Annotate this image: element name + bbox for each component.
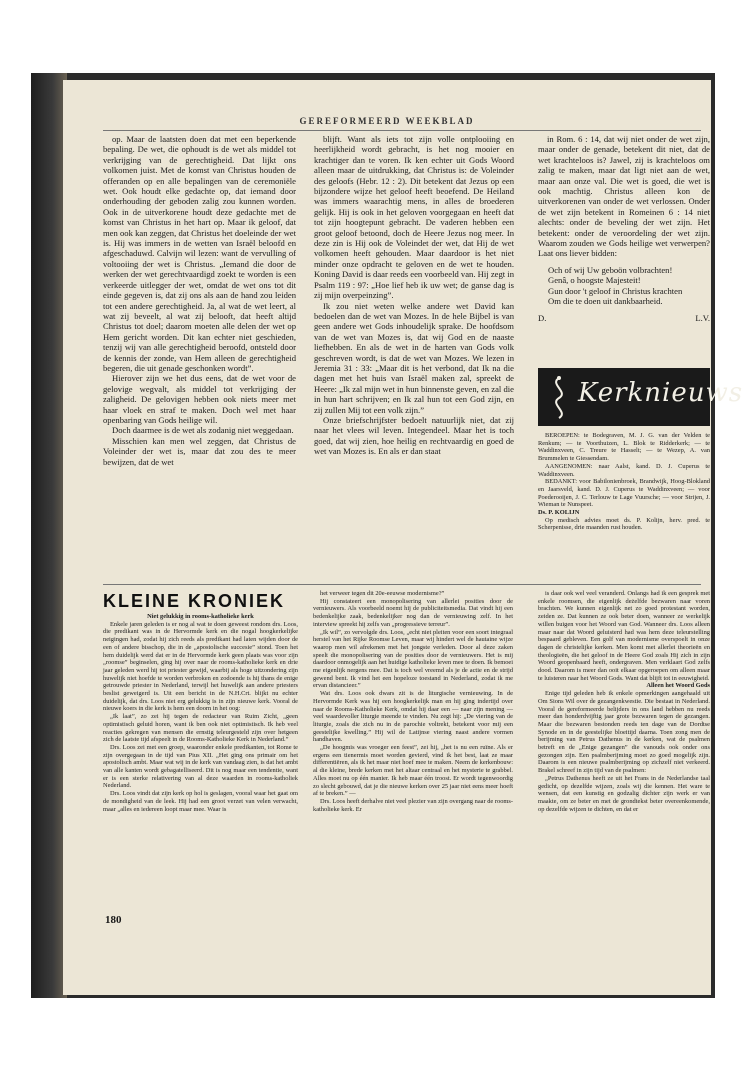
article-column-middle bbox=[314, 134, 514, 582]
news-item: BEROEPEN: te Bodegraven, M. J. G. van der Velden te Renkum; — te Voorthuizen, L. Blok te Ridderkerk; — te Waddinxveen, C. Treure te Hasselt; — te Wezep, A. van Brummelen te Giessendam. bbox=[538, 432, 710, 463]
paragraph: Drs. Loos zei met een groep, waaronder enkele predikanten, tot Rome te zijn overgegaan in de tijd van Pius XII. „Het ging ons primair om het apostolisch ambt. Maar wat wij in de kerk van vandaag zien, is dat het ambt van alle kanten wordt gebagatelliseerd. Dit is nog maar een tendentie, want er is een sterke relativering van al deze waarden in rooms-katholiek Nederland. bbox=[103, 743, 298, 790]
magazine-page bbox=[63, 80, 743, 995]
signature-left: D. bbox=[538, 312, 547, 323]
signature-right: L.V. bbox=[695, 312, 710, 323]
poem-line: Gun door 't geloof in Christus krachten bbox=[548, 285, 683, 296]
paragraph: blijft. Want als iets tot zijn volle ontplooiing en heerlijkheid wordt gebracht, is het nog mooier en krachtiger dan te voren. Ik ken echter uit Gods Woord alleen maar de uitdrukking, dat Christus is: de Voleinder des geloofs (Hebr. 12 : 2). Dit betekent dat Jezus op een bijzondere wijze het geloof heeft beoefend. De Heiland was immers waarachtig mens, in alles de broederen gelijk. Hij is ook in het geloven voorgegaan en heeft dat tot zijn hoogtepunt gebracht. De vaderen hebben een groot geloof betoond, doch de Heere Jezus nog meer. In deze zin is Hij ook de Voleindet der wet, dat Hij de wet volkomen heeft gehouden. Maar daardoor is het niet minder onze opdracht te geloven en de wet te houden. Koning David is daar reeds een voorbeeld van. Hij zegt in Psalm 119 : 97: „Hoe lief heb ik uw wet; de ganse dag is zij mijn overpeinzing”. bbox=[314, 134, 514, 301]
article-column-right bbox=[538, 134, 710, 362]
paragraph: Wat drs. Loos ook dwars zit is de liturgische vernieuwing. In de Hervormde Kerk was hij een hoogkerkelijk man en hij ging indertijd over naar de Rooms-Katholieke Kerk, omdat hij daar een — naar zijn mening — veel waardevoller liturgie meende te vinden. Nu zegt hij: „De viering van de liturgie, zoals die zich nu in de parochie voltrekt, betekent voor mij een geestelijke kwelling.” Hij wil de Latijnse viering naast andere vormen handhaven. bbox=[313, 690, 513, 744]
running-header: GEREFORMEERD WEEKBLAD bbox=[299, 116, 475, 126]
paragraph: Hierover zijn we het dus eens, dat de wet voor de gelovige wegvalt, als middel tot verkrijging der zaligheid. De gelovigen hebben ook niets meer met haar vloek en straf te maken. Doch wel met haar openbaring van Gods heilige wil. bbox=[103, 373, 296, 425]
page-binding bbox=[31, 73, 67, 998]
poem-line: Om die te doen uit dankbaarheid. bbox=[548, 296, 663, 307]
news-heading: Ds. P. KOLIJN bbox=[538, 509, 580, 517]
paragraph: in Rom. 6 : 14, dat wij niet onder de wet zijn, maar onder de genade, betekent dit niet, dat de wet krachteloos is? Jawel, zij is krachteloos om zalig te maken, maar dat ligt niet aan de wet, maar aan onze val. Die wet is goed, die wet is ook machtig. Christus alleen kon de uitverkorenen van onder de wet verlossen. Onder de wet zijn betekent in Romeinen 6 : 14 niet alechts: onder de beveling der wet zijn. Het betekent: onder de veroordeling der wet zijn. Waarom zouden we Gods heilige wet verwerpen? Laat ons liever bidden: bbox=[538, 134, 710, 259]
paragraph: Hij constateert een monopolisering van allerlei posities door de vernieuwers. Als voorbeeld noemt hij de publiciteitsmedia. Dat vindt hij een bedenkelijke zaak, bedenkelijker nog dan de vernieuwing zelf. In het interview spreekt hij zelfs van „progressieve terreur”. bbox=[313, 597, 513, 628]
paragraph: het verweer tegen dit 20e-eeuwse modernisme?” bbox=[320, 590, 445, 597]
paragraph: Misschien kan men wel zeggen, dat Christus de Voleinder der wet is, maar dat zou des te meer bewijzen, dat de wet bbox=[103, 435, 296, 467]
paragraph: is daar ook wel veel veranderd. Onlangs had ik een gesprek met enkele roomsen, die eigenlijk deżelfde bezwaren naar voren brachten. We kunnen eigenlijk net zo goed protestant worden, zeiden ze. Dat kunnen ze ook beter doen, wanneer ze werkelijk willen buigen voor het Woord van God. Wanneer drs. Loos alleen maar naar dat Woord geluisterd had was hem deze teleurstelling bespaard gebleven. Een golf van modernisme overspoelt in onze dagen de christelijke kerken. Men komt met allerlei theorieën en theologieën, die het geloof in de Heere God zoals Hij zich in zijn Woord geopenbaard heeft, ondergraven. Men verklaart God zelfs dood. Daarom is meer dan ooit elkaar opgeroepen om alleen maar te luisteren naar het Woord Gods. Want dat blijft tot in eeuwigheid. bbox=[538, 590, 710, 682]
kroniek-column-3 bbox=[538, 590, 710, 986]
paragraph: „Ik wil”, zo vervolgde drs. Loos, „echt niet pleiten voor een soort integraal herstel van het Rijke Roomse Leven, maar wij hindert wel de hautaine wijze waarop men wil afrekenen met het jongste verleden. Door al deze zaken speelt die monopolisering van de posities door de vernieuwers. Het is mij daardoor onmogelijk aan het huidige katholieke leven mee te doen. Ik bemoei me eigenlijk nergens mee. Dat is toch wel vreemd als je de actie en de strijd gewend bent. Ik vind het een hopeloze toestand in Nederland, zodat ik me ervan distancieer.” bbox=[313, 628, 513, 690]
page-number: 180 bbox=[105, 914, 122, 926]
paragraph: Onze briefschrijfster bedoelt natuurlijk niet, dat zij naar het vlees wil leven. Integendeel. Maar het is toch goed, dat wij zien, hoe heilig en rechtvaardig en goed de wet van Mozes is. En als er dan staat bbox=[314, 414, 514, 457]
signature bbox=[538, 313, 710, 323]
kroniek-column-1 bbox=[103, 613, 298, 911]
paragraph: „Petrus Dathenus heeft ze uit het Frans in de Nederlandse taal gedicht, op dezelfde wijzen, zoals wij die kennen. Het ware te wensen, dat een kunstig en godzalig dichter zijn werk er van maakte, om ze beter en met de grondtekst beter overeenkomende, op dezelfde wijzen te dichten, en dat er bbox=[538, 774, 710, 813]
poem-line: Och of wij Uw geboön volbrachten! bbox=[548, 264, 673, 275]
section-title: KLEINE KRONIEK bbox=[103, 591, 286, 611]
paragraph: op. Maar de laatsten doen dat met een beperkende bepaling. De wet, die ophoudt is de wet als middel tot verkrijging van de gerechtigheid. Dat lijkt ons volkomen juist. Met de komst van Christus houden de offeranden op en alle bepalingen van de ceremoniële wet. Ook houdt elke gedachte op, dat iemand door onderhouding der geboden zalig zou kunnen worden. Ook in de uitverkorene houdt deze gedachte met de komst van Christus in het hart op. Maar ik geloof, dat men ook kan zeggen, dat Christus het doeleinde der wet is. Hij was immers in de wetten van Israël beloofd en afgeschaduwd. Calvijn wil lezen: want de vervulling of voltooiing der wet is Christus. „Iemand die door de werken der wet gerechtvaardigd zoekt te worden is een verkeerde uitlegger der wet, omdat de wet ons tot dit einde gegeven is, dat zij ons als aan de hand zou leiden tot een andere gerechtigheid. Ja, al wat de wet leert, al wat zij beveelt, al wat zij belooft, dat heeft altijd Christus tot doel; daarom moeten alle delen der wet op Hem gericht worden. Dit kan echter niet geschieden, tenzij wij van alle gerechtigheid beroofd, ontsteld door de kennis der zonde, van Hem alleen de gerechtigheid begeren, die uit genade geschonken wordt”. bbox=[103, 134, 296, 373]
paragraph: Enkele jaren geleden is er nog al wat te doen geweest rondom drs. Loos, die predikant was in de Hervormde kerk en die nogal hoogkerkelijke neigingen had, zodat hij zich reeds als predikant had laten wijden door de een of andere bisschop, die in de „apostolische succesie” stond. Toen het hem duidelijk werd dat er in de Hervormde kerk geen plaats was voor zijn „roomse” beginselen, ging hij over naar de rooms-katholieke kerk en drie jaar geleden werd hij tot priester gewijd, waarbij als hoge uitzondering zijn huwelijk niet hoefde te worden verbroken en zodoende is hij thans de enige getrouwde priester in Nederland, terwijl het huwelijk aan andere priesters beslist geweigerd is. Uit een bericht in de N.H.Crt. blijkt nu echter duidelijk, dat drs. Loos niet erg gelukkig is in zijn nieuwe kerk. Vooral de nieuwe koers in die kerk is hem een doorn in het oog: bbox=[103, 620, 298, 713]
news-item: BEDANKT: voor Babilonienbroek, Brandwijk, Hoog-Blokland en Jaarsveld, kand. D. J. Cuperus te Waddinxveen; — voor Poederooijen, J. C. Terlouw te Lage Vuursche; — voor Strijen, J. Wieman te Nunspeet. bbox=[538, 478, 710, 509]
paragraph: „De hoogmis was vroeger een feest”, zei hij, „het is nu een ruïne. Als er ergens een tienermis moet worden gevierd, vind ik het best, laat ze maar differentiëren, als ik het maar niet hoef mee te maken. Neem de kerkenbouw: al die kleine, brede kerken met het altaar centraal en het mysterie te grabbel. Alles moet nu op één manier. Ik heb maar één troost. Er wordt tegenwoordig zo slecht gebouwd, dat je die nieuwe kerken over 25 jaar niet eens meer hoeft af te breken.” — bbox=[313, 744, 513, 798]
paragraph: Ik zou niet weten welke andere wet David kan bedoelen dan de wet van Mozes. In de hele Bijbel is van geen andere wet Gods inhoudelijk sprake. De hoofdsom van de wet van Mozes is, dat wij God en de naaste liefhebben. En als de wet in de harten van Gods volk geschreven wordt, is dat de wet van Mozes. We lezen in Jeremia 31 : 33: „Maar dit is het verbond, dat Ik na die dagen met het huis van Israël maken zal, spreekt de Heere: „Ik zal mijn wet in hun binnenste geven, en zal die in hun hart schrijven; en Ik zal hun tot een God zijn, en zij zullen Mij tot een volk zijn.” bbox=[314, 300, 514, 415]
paragraph: Drs. Loos heeft derhalve niet veel plezier van zijn overgang naar de rooms-katholieke kerk. Er bbox=[313, 797, 513, 813]
news-item: AANGENOMEN: naar Aalst, kand. D. J. Cuperus te Waddinxveen. bbox=[538, 462, 710, 478]
article-column-left bbox=[103, 134, 296, 582]
paragraph: „Ik laat”, zo zei hij tegen de redacteur van Ruim Zicht, „geen optimistisch geluid horen, want ik ben ook niet optimistisch. Ik heb veel reacties gekregen van mensen die ernstig teleurgesteld zijn over hetgeen zich de laatste tijd afspeelt in de Rooms-Katholieke Kerk in Nederland.” bbox=[103, 713, 298, 744]
kerknieuws-banner bbox=[538, 368, 743, 426]
header-rule bbox=[103, 130, 701, 131]
section-subtitle: Alleen het Woord Gods bbox=[646, 682, 710, 690]
poem bbox=[538, 265, 710, 307]
kroniek-column-2 bbox=[313, 590, 513, 986]
news-item: Op medisch advies moet ds. P. Kolijn, herv. pred. te Scherpenisse, drie maanden rust houden. bbox=[538, 516, 710, 532]
paragraph: Drs. Loos vindt dat zijn kerk op hol is geslagen, vooral waar het gaat om de mondigheid van de leek. Hij had een groot verzet van velen verwacht, maar „alles en iedereen loopt maar mee. Waar is bbox=[103, 790, 298, 813]
ornament-icon bbox=[544, 374, 574, 420]
paragraph: Enige tijd geleden heb ik enkele opmerkingen aangehaald uit Om Sions Wil over de gezangenkwestie. Die bestaat in Nederland. Vooral de gereformeerde belijders in ons land hebben nu reeds meer dan honderdvijftig jaar grote bezwaren tegen de gezangen. Maar die bezwaren bestonden reeds ten dage van de Dordtse Synode en in de geestelijke bloeitijd daarna. Toen zong men de berijming van Petrus Dathenus in de kerken, wat de psalmen betreft en de „Enige gezangen” die vanouds ook onder ons gezongen zijn. Een psalmberijming moet zo goed mogelijk zijn. Daarom is een nieuwe psalmberijming op zichzelf niet verkeerd. Brakel schreef in zijn tijd van de psalmen: bbox=[538, 690, 710, 775]
kerknieuws-title: Kerknieuws bbox=[578, 378, 743, 408]
paragraph: Doch daarmee is de wet als zodanig niet weggedaan. bbox=[112, 425, 294, 436]
kerknieuws-column bbox=[538, 432, 710, 582]
section-rule bbox=[103, 584, 701, 585]
section-subtitle: Niet gelukkig in rooms-katholieke kerk bbox=[147, 613, 254, 620]
poem-line: Genâ, o hoogste Majesteit! bbox=[548, 275, 641, 286]
